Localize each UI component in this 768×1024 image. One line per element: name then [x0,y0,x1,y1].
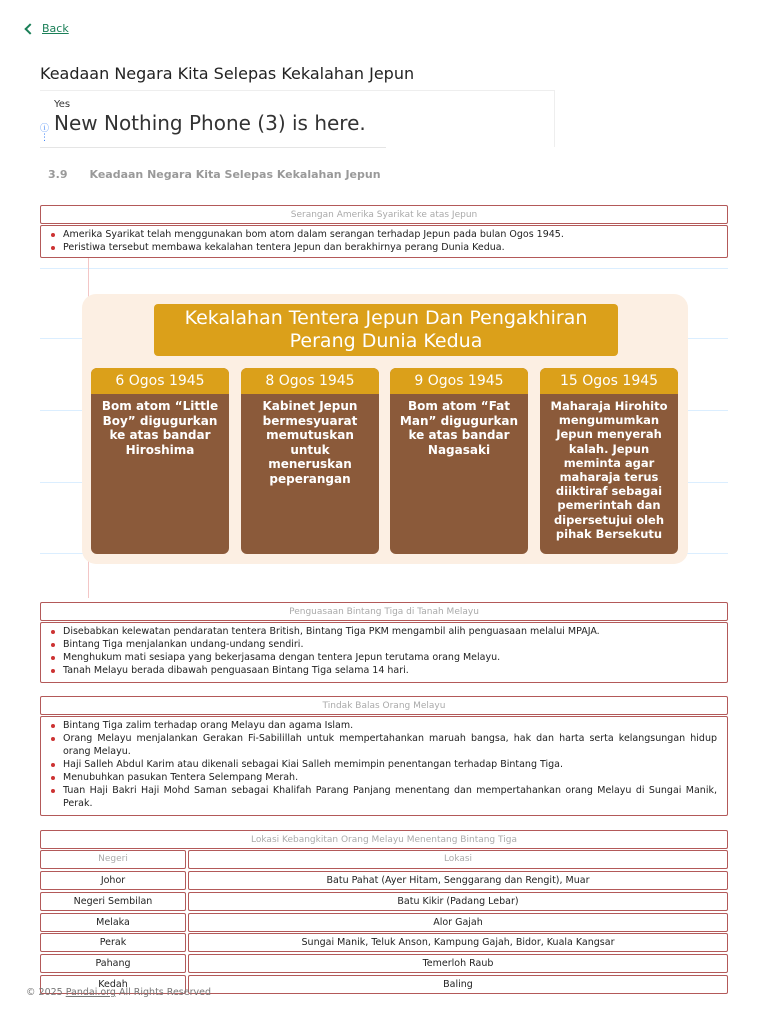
timeline-card [540,368,678,554]
section-heading [48,168,381,181]
table-cell-negeri: Negeri Sembilan [40,892,186,911]
back-label: Back [42,22,69,35]
table-cell-lokasi: Alor Gajah [188,913,728,932]
table-cell-negeri: Perak [40,933,186,952]
timeline-date: 9 Ogos 1945 [390,368,528,394]
table-cell-negeri: Melaka [40,913,186,932]
divider [40,268,728,269]
list-item: Tanah Melayu berada dibawah penguasaan Bintang Tiga selama 14 hari. [63,664,717,677]
section-number: 3.9 [48,168,68,181]
page-title: Keadaan Negara Kita Selepas Kekalahan Jepun [40,64,415,83]
list-item: Bintang Tiga zalim terhadap orang Melayu dan agama Islam. [63,719,717,732]
list-item: Tuan Haji Bakri Haji Mohd Saman sebagai Khalifah Parang Panjang menentang dan mempertahankan orang Melayu di Sungai Manik, Perak. [63,785,717,809]
table-cell-negeri: Johor [40,871,186,890]
timeline-date: 6 Ogos 1945 [91,368,229,394]
table-cell-lokasi: Batu Kikir (Padang Lebar) [188,892,728,911]
timeline-text: Kabinet Jepun bermesyuarat memutuskan untuk meneruskan peperangan [262,399,358,486]
timeline-text: Bom atom “Little Boy” digugurkan ke atas bandar Hiroshima [101,399,219,457]
ad-info-icon[interactable]: ⓘ ⋮ [40,124,50,143]
box-title-serangan: Serangan Amerika Syarikat ke atas Jepun [40,205,728,224]
table-title: Lokasi Kebangkitan Orang Melayu Menentang Bintang Tiga [40,830,728,849]
ad-headline[interactable]: New Nothing Phone (3) is here. [54,111,366,135]
table-row [40,933,728,952]
ad-divider [40,147,386,148]
timeline-card [390,368,528,554]
table-header-negeri: Negeri [40,850,186,869]
table-row [40,892,728,911]
ad-banner[interactable] [40,90,555,147]
table-cell-negeri: Kedah [40,975,186,994]
infographic-title-line1: Kekalahan Tentera Jepun Dan Pengakhiran [184,307,588,329]
footer-suffix: All Rights Reserved [115,987,211,998]
table-row [40,913,728,932]
table-cell-lokasi: Baling [188,975,728,994]
list-item: Menghukum mati sesiapa yang bekerjasama dengan tentera Jepun terutama orang Melayu. [63,651,717,664]
timeline-card [91,368,229,554]
list-item: Disebabkan kelewatan pendaratan tentera British, Bintang Tiga PKM mengambil alih penguasaan melalui MPAJA. [63,625,717,638]
footer-prefix: © 2025 [26,987,66,998]
ad-sponsor: Yes [54,99,71,110]
list-item: Orang Melayu menjalankan Gerakan Fi-Sabilillah untuk mempertahankan maruah bangsa, hak dan harta serta kelangsungan hidup orang Melayu. [63,733,717,757]
infographic [82,294,688,564]
box-title-penguasaan: Penguasaan Bintang Tiga di Tanah Melayu [40,602,728,621]
box-list-serangan [40,225,728,258]
table-header-lokasi: Lokasi [188,850,728,869]
infographic-title [154,304,618,356]
list-item: Amerika Syarikat telah menggunakan bom atom dalam serangan terhadap Jepun pada bulan Ogos 1945. [63,228,717,241]
footer-link[interactable]: Pandai.org [65,987,116,998]
section-title: Keadaan Negara Kita Selepas Kekalahan Jepun [89,168,381,181]
footer-copyright [26,987,211,998]
timeline-date: 8 Ogos 1945 [241,368,379,394]
timeline-card [241,368,379,554]
box-list-tindak-balas [40,716,728,816]
table-cell-lokasi: Temerloh Raub [188,954,728,973]
table-cell-lokasi: Batu Pahat (Ayer Hitam, Senggarang dan Rengit), Muar [188,871,728,890]
table-row [40,871,728,890]
list-item: Menubuhkan pasukan Tentera Selempang Merah. [63,771,717,784]
box-list-penguasaan [40,622,728,683]
timeline-date: 15 Ogos 1945 [540,368,678,394]
timeline-text: Bom atom “Fat Man” digugurkan ke atas bandar Nagasaki [399,399,519,457]
list-item: Bintang Tiga menjalankan undang-undang sendiri. [63,638,717,651]
back-link[interactable] [26,22,69,35]
list-item: Haji Salleh Abdul Karim atau dikenali sebagai Kiai Salleh memimpin penentangan terhadap Bintang Tiga. [63,758,717,771]
timeline-text: Maharaja Hirohito mengumumkan Jepun menyerah kalah. Jepun meminta agar maharaja terus diiktiraf sebagai pemerintah dan dipersetujui oleh pihak Bersekutu [550,399,668,541]
table-cell-negeri: Pahang [40,954,186,973]
table-row [40,954,728,973]
table-header-row [40,850,728,869]
chevron-left-icon [24,23,35,34]
box-title-tindak-balas: Tindak Balas Orang Melayu [40,696,728,715]
table-cell-lokasi: Sungai Manik, Teluk Anson, Kampung Gajah, Bidor, Kuala Kangsar [188,933,728,952]
infographic-title-line2: Perang Dunia Kedua [289,330,483,352]
list-item: Peristiwa tersebut membawa kekalahan tentera Jepun dan berakhirnya perang Dunia Kedua. [63,241,717,254]
